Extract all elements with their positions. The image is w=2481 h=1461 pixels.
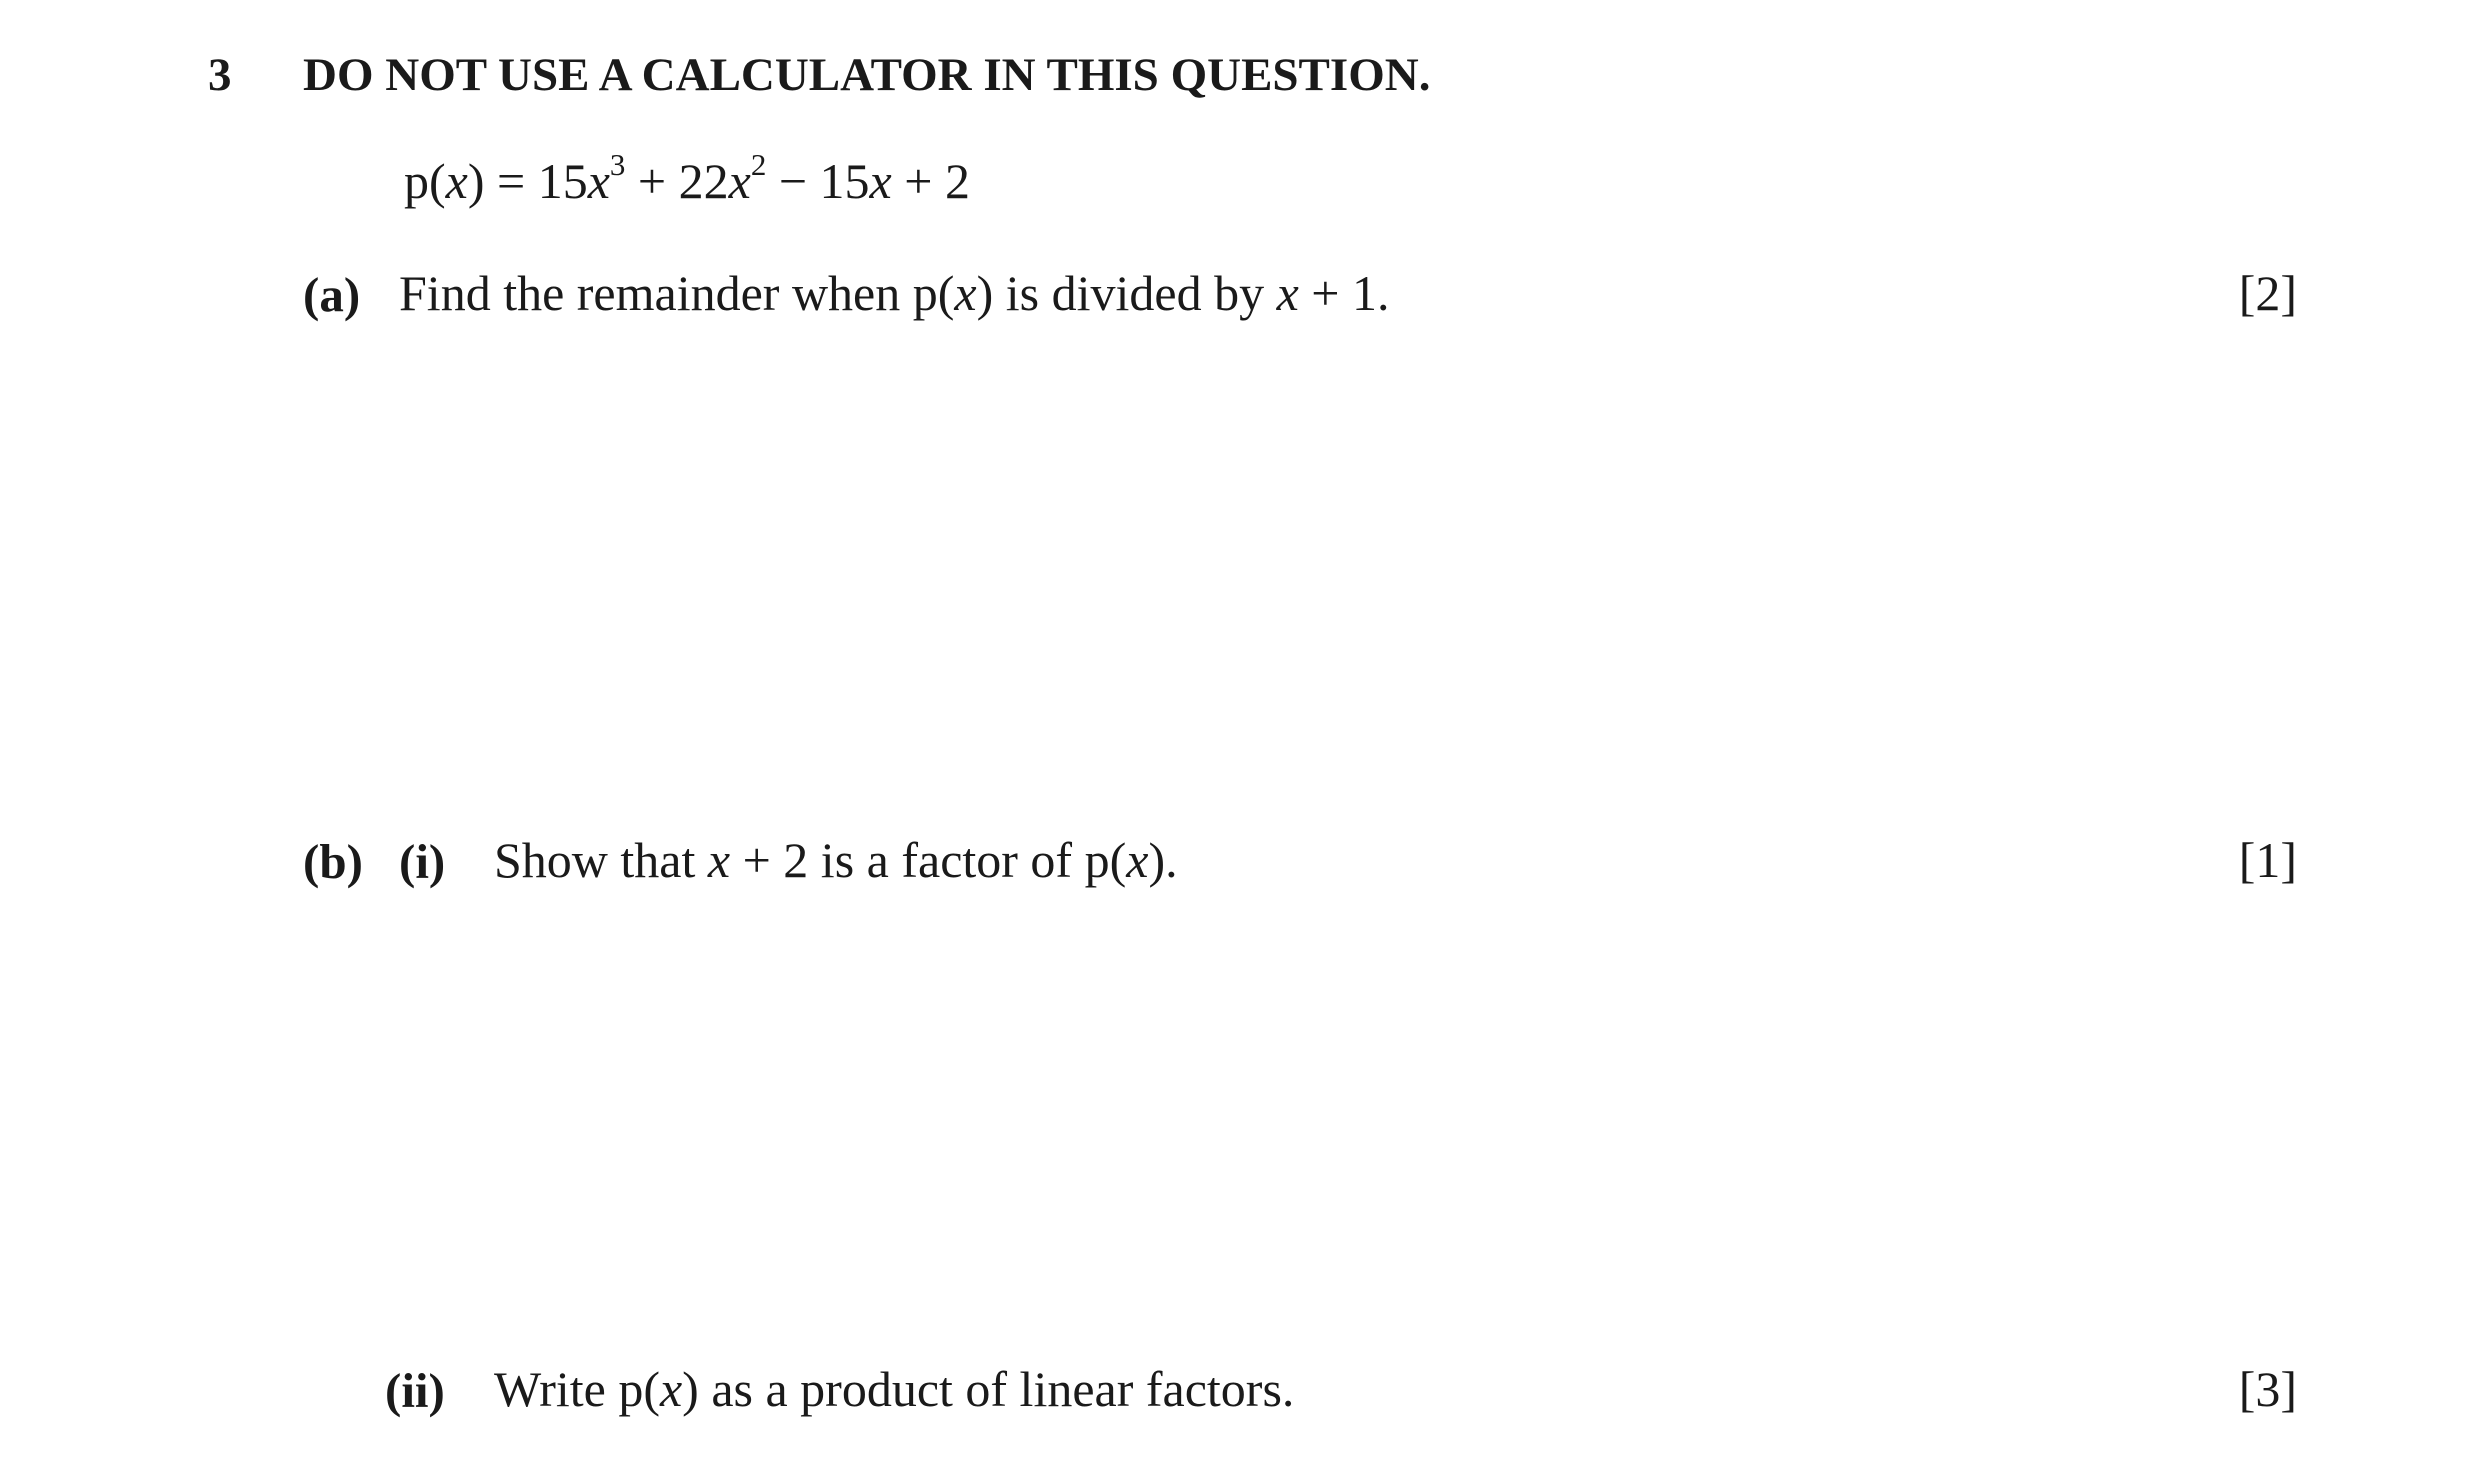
- part-b-ii-text-before: Write p(: [494, 1361, 660, 1417]
- part-b-i-text-end: ).: [1148, 832, 1178, 888]
- eq-term1-coef: 15: [537, 153, 588, 209]
- part-b-i-var1: x: [707, 832, 731, 888]
- eq-term2-exp: 2: [750, 146, 767, 182]
- part-a-text-end: + 1.: [1298, 265, 1390, 321]
- part-b-ii-text-end: ) as a product of linear factors.: [682, 1361, 1295, 1417]
- part-a-text-mid: ) is divided by: [976, 265, 1277, 321]
- part-a-marks: [2]: [2238, 265, 2297, 321]
- eq-term1-var: x: [587, 153, 610, 209]
- eq-op1: +: [625, 153, 679, 209]
- eq-term2-var: x: [728, 153, 751, 209]
- question-number: 3: [208, 49, 232, 101]
- part-a-text: [399, 264, 1390, 322]
- part-b-ii-marks: [3]: [2238, 1361, 2297, 1417]
- part-a-var2: x: [1276, 265, 1299, 321]
- eq-op2: −: [766, 153, 820, 209]
- part-b-i-text: [494, 831, 1178, 889]
- part-b-i-text-mid: + 2 is a factor of p(: [730, 832, 1127, 888]
- part-b-ii-var: x: [659, 1361, 683, 1417]
- question-instruction: DO NOT USE A CALCULATOR IN THIS QUESTION.: [303, 49, 1431, 101]
- eq-lhs: p(: [404, 153, 446, 209]
- eq-const: 2: [944, 153, 970, 209]
- part-b-label: (b): [303, 834, 363, 889]
- eq-term3-var: x: [869, 153, 892, 209]
- eq-term2-coef: 22: [678, 153, 729, 209]
- part-b-ii-text: [494, 1360, 1294, 1418]
- part-b-i-label: (i): [399, 834, 446, 889]
- eq-var: x: [445, 153, 468, 209]
- part-b-i-var2: x: [1126, 832, 1149, 888]
- eq-lhs-close: ): [467, 153, 485, 209]
- part-a-label: (a): [303, 267, 361, 322]
- part-a-var1: x: [954, 265, 977, 321]
- eq-term1-exp: 3: [609, 146, 626, 182]
- part-b-ii-label: (ii): [385, 1363, 445, 1418]
- part-a-text-before: Find the remainder when p(: [399, 265, 955, 321]
- part-b-i-text-before: Show that: [494, 832, 708, 888]
- eq-term3-coef: 15: [819, 153, 870, 209]
- eq-op3: +: [891, 153, 945, 209]
- polynomial-equation: [404, 146, 970, 210]
- eq-equals: =: [484, 153, 538, 209]
- part-b-i-marks: [1]: [2238, 832, 2297, 888]
